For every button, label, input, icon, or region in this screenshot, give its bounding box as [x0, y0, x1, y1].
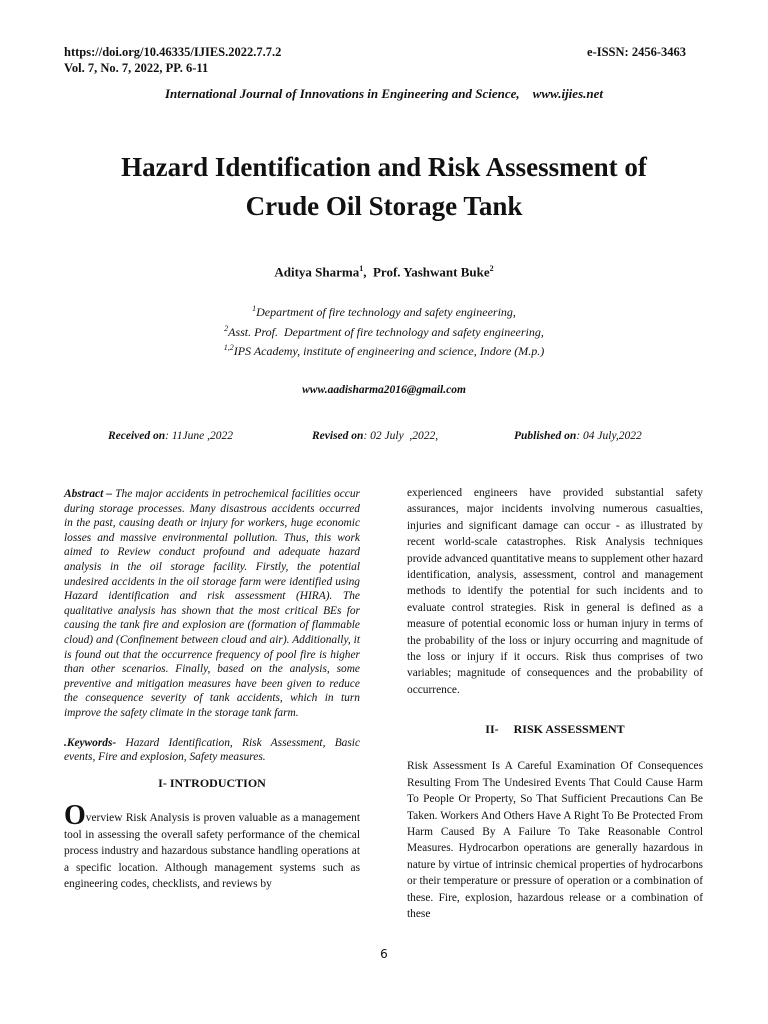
revised-label: Revised on: [312, 430, 364, 442]
volume-info: Vol. 7, No. 7, 2022, PP. 6-11: [64, 61, 209, 75]
affiliation-text: IPS Academy, institute of engineering and science, Indore (M.p.): [233, 344, 545, 358]
received-value: : 11June ,2022: [165, 430, 233, 442]
affiliation-line: [0, 301, 768, 321]
affiliation-superscript: 1,2: [223, 343, 234, 352]
introduction-text: verview Risk Analysis is proven valuable as a management tool in assessing the overall safety performance of the chemical process industry and hazardous substance handling operations at a specific location. Although management systems such as engineering codes, checklists, and reviews by: [64, 811, 360, 890]
revised-value: : 02 July ,2022,: [363, 430, 439, 442]
abstract-label: Abstract –: [64, 488, 113, 500]
affiliations: [0, 301, 768, 360]
right-column: [407, 485, 703, 922]
page-number: 6: [380, 947, 388, 961]
affiliation-superscript: 2: [224, 323, 229, 333]
author-separator: ,: [363, 264, 373, 280]
affiliation-line: [0, 321, 768, 341]
body-paragraph: Risk Assessment Is A Careful Examination Of Consequences Resulting From The Undesired Events That Could Cause Harm To People Or Property, So That Sufficient Precautions Can Be Taken. Workers And Others Have A Right To Be Protected From Harm Caused By A Failure To Take Reasonable Control Measures. Hydrocarbon operations are generally hazardous in nature by virtue of intrinsic chemical properties of hydrocarbons or their temperature or pressure of operation or a combination of these. Fire, explosion, hazardous release or a combination of these: [407, 760, 703, 920]
author-email[interactable]: www.aadisharma2016@gmail.com: [302, 384, 466, 396]
introduction-paragraph: [64, 799, 360, 893]
affiliation-line: [0, 340, 768, 360]
running-header-left: [64, 44, 281, 76]
author-name: Prof. Yashwant Buke: [372, 264, 490, 280]
abstract-text: The major accidents in petrochemical facilities occur during storage processes. Many disastrous accidents occurred in the past, causing death or injury for workers, huge economic losses and massive environmental pollution. Thus, this work aimed to Review conduct profound and adequate hazard analysis in the oil storage facility. Firstly, the potential undesired accidents in the oil storage farm were identified using Hazard identification and risk assessment (HIRA). The qualitative analysis has shown that the most critical BEs for causing the tank fire and explosion are (formation of flammable cloud) and (Confinement between cloud and air). Additionally, it is found out that the occurrence frequency of pool fire is higher than other scenarios. Finally, based on the analysis, some preventive and mitigation measures have been given to reduce the consequence severity of tank accidents, which in turn improve the safety climate in the storage tank farm.: [64, 488, 360, 719]
journal-name: International Journal of Innovations in Engineering and Science, www.ijies.net: [164, 86, 603, 101]
paper-title: [0, 148, 768, 226]
doi-link[interactable]: https://doi.org/10.46335/IJIES.2022.7.7.2: [64, 45, 282, 59]
published-label: Published on: [514, 430, 577, 442]
affiliation-text: Department of fire technology and safety engineering,: [256, 305, 516, 319]
eissn: e-ISSN: 2456-3463: [587, 45, 686, 59]
keywords: [64, 736, 360, 765]
author-name: Aditya Sharma: [274, 264, 360, 280]
received-date: [108, 430, 233, 442]
body-paragraph: experienced engineers have provided substantial safety assurances, major incidents involving numerous casualties, injuries and significant damage can occur - as illustrated by recent world-scale catastrophes. Risk Analysis techniques provide advanced quantitative means to supplement other hazard identification, analysis, assessment, control and management methods to identify the potential for such incidents and to evaluate control strategies. Risk in general is defined as a measure of potential economic loss or human injury in terms of the probability of the loss or injury occurring and magnitude of the loss or injury if it occurs. Risk thus comprises of two variables; magnitude of consequences and the probability of occurrence.: [407, 487, 703, 696]
author-superscript: 1: [359, 264, 364, 273]
left-column: [64, 487, 360, 892]
affiliation-text: Asst. Prof. Department of fire technology and safety engineering,: [228, 324, 544, 339]
section-heading-risk-assessment: II- RISK ASSESSMENT: [485, 722, 625, 737]
keywords-label: .Keywords-: [64, 736, 117, 749]
revised-date: [312, 430, 438, 442]
author-superscript: 2: [489, 264, 494, 273]
drop-cap: O: [64, 799, 86, 831]
published-value: : 04 July,2022: [576, 430, 642, 442]
title-line-2: Crude Oil Storage Tank: [245, 191, 523, 221]
keywords-text: Hazard Identification, Risk Assessment, Basic events, Fire and explosion, Safety measures.: [64, 736, 360, 764]
received-label: Received on: [108, 430, 166, 442]
section-heading-introduction: I- INTRODUCTION: [158, 775, 266, 790]
author-list: [0, 264, 768, 280]
abstract: [64, 487, 360, 721]
published-date: [514, 430, 642, 442]
affiliation-superscript: 1: [252, 304, 257, 313]
title-line-1: Hazard Identification and Risk Assessment of: [121, 152, 647, 182]
